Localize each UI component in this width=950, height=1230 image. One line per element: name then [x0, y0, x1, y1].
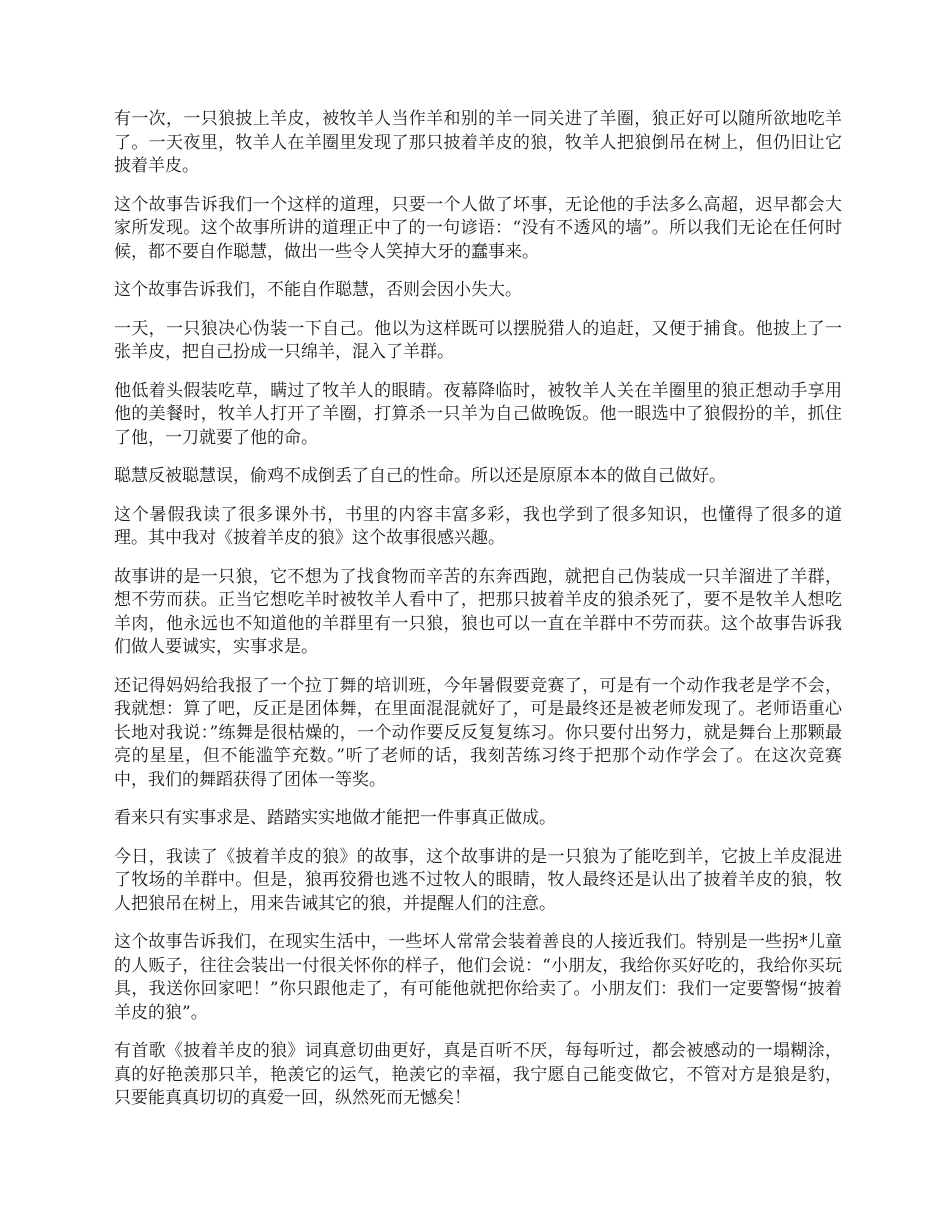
paragraph-13: 有首歌《披着羊皮的狼》词真意切曲更好，真是百听不厌，每每听过，都会被感动的一塌糊涂，真的好艳羡那只羊，艳羡它的运气，艳羡它的幸福，我宁愿自己能变做它，不管对方是狼是豹，只要能真真切切的真爱一回，纵然死而无憾矣！ [114, 1041, 842, 1108]
paragraph-3: 这个故事告诉我们，不能自作聪慧，否则会因小失大。 [114, 280, 522, 300]
paragraph-11: 今日，我读了《披着羊皮的狼》的故事，这个故事讲的是一只狼为了能吃到羊，它披上羊皮混进了牧场的羊群中。但是，狼再狡猾也逃不过牧人的眼睛，牧人最终还是认出了披着羊皮的狼，牧人把狼吊在树上，用来告诫其它的狼，并提醒人们的注意。 [114, 846, 842, 914]
paragraph-7: 这个暑假我读了很多课外书，书里的内容丰富多彩，我也学到了很多知识，也懂得了很多的道理。其中我对《披着羊皮的狼》这个故事很感兴趣。 [114, 504, 842, 548]
document-body [114, 108, 842, 1126]
paragraph-5: 他低着头假装吃草，瞒过了牧羊人的眼睛。夜幕降临时，被牧羊人关在羊圈里的狼正想动手享用他的美餐时，牧羊人打开了羊圈，打算杀一只羊为自己做晚饭。他一眼选中了狼假扮的羊，抓住了他，一刀就要了他的命。 [114, 380, 842, 448]
paragraph-9: 还记得妈妈给我报了一个拉丁舞的培训班，今年暑假要竞赛了，可是有一个动作我老是学不会，我就想：算了吧，反正是团体舞，在里面混混就好了，可是最终还是被老师发现了。老师语重心长地对我说：”练舞是很枯燥的，一个动作要反反复复练习。你只要付出努力，就是舞台上那颗最亮的星星，但不能滥竽充数。”听了老师的话，我刻苦练习终于把那个动作学会了。在这次竞赛中，我们的舞蹈获得了团体一等奖。 [114, 675, 842, 790]
paragraph-12: 这个故事告诉我们，在现实生活中，一些坏人常常会装着善良的人接近我们。特别是一些拐*儿童的人贩子，往往会装出一付很关怀你的样子，他们会说：“小朋友，我给你买好吃的，我给你买玩具，我送你回家吧！”你只跟他走了，有可能他就把你给卖了。小朋友们：我们一定要警惕“披着羊皮的狼”。 [114, 932, 842, 1023]
paragraph-1: 有一次，一只狼披上羊皮，被牧羊人当作羊和别的羊一同关进了羊圈，狼正好可以随所欲地吃羊了。一天夜里，牧羊人在羊圈里发现了那只披着羊皮的狼，牧羊人把狼倒吊在树上，但仍旧让它披着羊皮。 [114, 109, 842, 176]
paragraph-10: 看来只有实事求是、踏踏实实地做才能把一件事真正做成。 [114, 808, 556, 828]
paragraph-2: 这个故事告诉我们一个这样的道理，只要一个人做了坏事，无论他的手法多么高超，迟早都会大家所发现。这个故事所讲的道理正中了的一句谚语：“没有不透风的墙”。所以我们无论在任何时候，都不要自作聪慧，做出一些令人笑掉大牙的蠢事来。 [114, 194, 842, 262]
paragraph-6: 聪慧反被聪慧误，偷鸡不成倒丢了自己的性命。所以还是原原本本的做自己做好。 [114, 466, 726, 486]
paragraph-4: 一天，一只狼决心伪装一下自己。他以为这样既可以摆脱猎人的追赶，又便于捕食。他披上了一张羊皮，把自己扮成一只绵羊，混入了羊群。 [114, 318, 842, 362]
paragraph-8: 故事讲的是一只狼，它不想为了找食物而辛苦的东奔西跑，就把自己伪装成一只羊溜进了羊群，想不劳而获。正当它想吃羊时被牧羊人看中了，把那只披着羊皮的狼杀死了，要不是牧羊人想吃羊肉，他永远也不知道他的羊群里有一只狼，狼也可以一直在羊群中不劳而获。这个故事告诉我们做人要诚实，实事求是。 [114, 566, 842, 657]
